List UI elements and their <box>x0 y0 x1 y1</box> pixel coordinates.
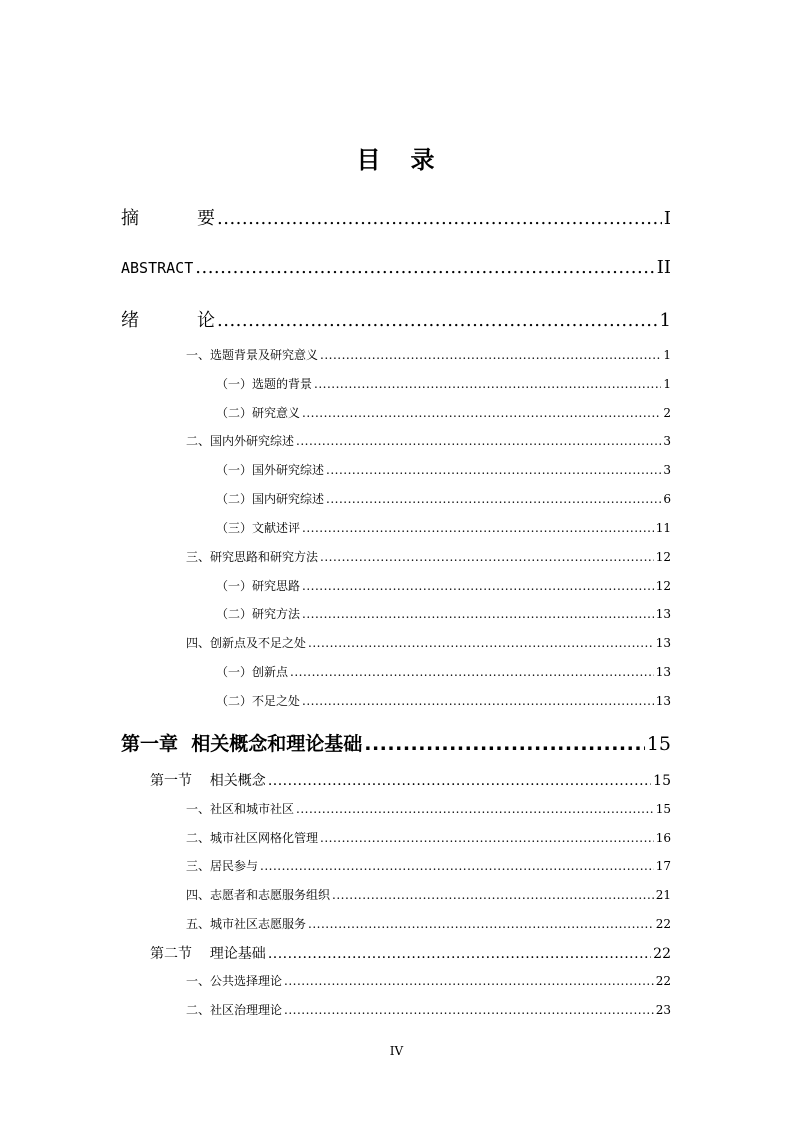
toc-item[interactable] <box>216 519 671 536</box>
toc-section-label: 第一节 相关概念 <box>150 773 266 789</box>
toc-entry-abstract-cn[interactable] <box>121 204 671 230</box>
toc-entry-label: 摘 要 <box>121 208 215 229</box>
toc-item-page: 15 <box>655 802 671 816</box>
toc-entry-page: I <box>663 208 671 229</box>
leader-dots <box>326 463 661 477</box>
toc-item-page: 6 <box>663 492 671 506</box>
toc-item[interactable] <box>216 490 671 507</box>
toc-item[interactable] <box>186 548 671 565</box>
toc-item[interactable] <box>216 461 671 478</box>
toc-item[interactable] <box>216 375 671 392</box>
toc-item-page: 22 <box>655 917 671 931</box>
leader-dots <box>302 406 661 420</box>
leader-dots <box>302 607 654 621</box>
leader-dots <box>260 859 654 873</box>
leader-dots <box>217 208 662 229</box>
toc-item-page: 13 <box>655 636 671 650</box>
leader-dots <box>320 831 654 845</box>
toc-item-label: 一、选题背景及研究意义 <box>186 348 319 362</box>
toc-item[interactable] <box>186 886 671 903</box>
toc-section-page: 15 <box>653 773 671 789</box>
toc-item-page: 13 <box>655 665 671 679</box>
toc-chapter-1[interactable] <box>121 729 671 756</box>
toc-item-label: （三）文献述评 <box>216 521 301 535</box>
toc-item-label: （二）不足之处 <box>216 694 301 708</box>
toc-entry-page: II <box>656 257 671 278</box>
toc-item-page: 13 <box>655 694 671 708</box>
leader-dots <box>302 579 654 593</box>
leader-dots <box>217 310 658 331</box>
toc-item-label: 一、社区和城市社区 <box>186 802 295 816</box>
toc-item[interactable] <box>216 663 671 680</box>
toc-item-label: 四、创新点及不足之处 <box>186 636 307 650</box>
leader-dots <box>302 521 654 535</box>
toc-item-page: 1 <box>663 348 671 362</box>
toc-item[interactable] <box>186 1001 671 1018</box>
toc-item-label: （二）研究方法 <box>216 607 301 621</box>
toc-section[interactable] <box>150 770 671 790</box>
toc-entry-page: 1 <box>659 310 671 331</box>
toc-item-label: （一）研究思路 <box>216 579 301 593</box>
leader-dots <box>296 802 654 816</box>
toc-chapter-label: 第一章 相关概念和理论基础 <box>121 733 363 755</box>
leader-dots <box>302 694 654 708</box>
toc-item-label: 三、研究思路和研究方法 <box>186 550 319 564</box>
toc-item[interactable] <box>186 800 671 817</box>
toc-item-label: 二、社区治理理论 <box>186 1003 283 1017</box>
toc-item-page: 2 <box>663 406 671 420</box>
toc-item-page: 3 <box>663 434 671 448</box>
toc-item-page: 3 <box>663 463 671 477</box>
leader-dots <box>284 974 654 988</box>
toc-item[interactable] <box>216 605 671 622</box>
leader-dots <box>308 917 654 931</box>
leader-dots <box>320 348 661 362</box>
toc-item-label: 五、城市社区志愿服务 <box>186 917 307 931</box>
toc-item[interactable] <box>216 577 671 594</box>
toc-item[interactable] <box>186 432 671 449</box>
leader-dots <box>314 377 661 391</box>
toc-title <box>0 140 793 175</box>
toc-item[interactable] <box>186 634 671 651</box>
toc-title-char-1: 目 <box>356 146 383 174</box>
toc-section-label: 第二节 理论基础 <box>150 946 266 962</box>
toc-item-page: 16 <box>655 831 671 845</box>
toc-item-page: 12 <box>655 579 671 593</box>
toc-item-label: 四、志愿者和志愿服务组织 <box>186 888 331 902</box>
toc-entry-introduction[interactable] <box>121 306 671 332</box>
toc-item-label: 三、居民参与 <box>186 859 259 873</box>
leader-dots <box>308 636 654 650</box>
toc-item-label: （二）国内研究综述 <box>216 492 325 506</box>
leader-dots <box>268 946 651 962</box>
leader-dots <box>332 888 654 902</box>
toc-item[interactable] <box>186 857 671 874</box>
toc-item-page: 22 <box>655 974 671 988</box>
toc-item-page: 12 <box>655 550 671 564</box>
toc-item[interactable] <box>216 404 671 421</box>
toc-item-page: 13 <box>655 607 671 621</box>
leader-dots <box>284 1003 654 1017</box>
leader-dots <box>290 665 654 679</box>
toc-item[interactable] <box>186 829 671 846</box>
toc-item-page: 21 <box>655 888 671 902</box>
toc-item[interactable] <box>216 692 671 709</box>
toc-item[interactable] <box>186 915 671 932</box>
toc-item[interactable] <box>186 972 671 989</box>
toc-entry-abstract-en[interactable] <box>121 257 671 278</box>
toc-item-label: 二、城市社区网格化管理 <box>186 831 319 845</box>
toc-title-char-2: 录 <box>410 146 437 174</box>
leader-dots <box>320 550 654 564</box>
toc-item-page: 11 <box>655 521 671 535</box>
toc-section-page: 22 <box>653 946 671 962</box>
toc-section[interactable] <box>150 943 671 963</box>
toc-item-label: （一）选题的背景 <box>216 377 313 391</box>
toc-item[interactable] <box>186 346 671 363</box>
page-number: IV <box>389 1044 404 1058</box>
toc-chapter-page: 15 <box>646 733 671 755</box>
toc-item-page: 1 <box>663 377 671 391</box>
toc-item-label: （一）国外研究综述 <box>216 463 325 477</box>
toc-entry-label: 绪 论 <box>121 310 215 331</box>
toc-item-label: 一、公共选择理论 <box>186 974 283 988</box>
toc-item-page: 23 <box>655 1003 671 1017</box>
toc-item-label: （二）研究意义 <box>216 406 301 420</box>
toc-item-label: （一）创新点 <box>216 665 289 679</box>
toc-item-page: 17 <box>655 859 671 873</box>
leader-dots <box>195 257 655 278</box>
toc-entry-label: ABSTRACT <box>121 259 194 277</box>
leader-dots <box>326 492 661 506</box>
leader-dots <box>364 733 645 755</box>
leader-dots <box>296 434 661 448</box>
toc-item-label: 二、国内外研究综述 <box>186 434 295 448</box>
leader-dots <box>268 773 651 789</box>
